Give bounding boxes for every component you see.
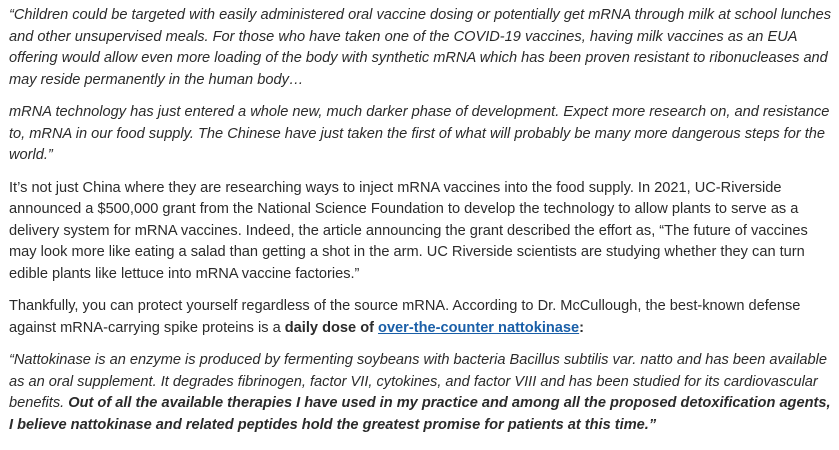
body-paragraph-2	[9, 296, 834, 339]
daily-dose-text: daily dose of	[284, 319, 379, 336]
body-paragraph-1: It’s not just China where they are researching ways to inject mRNA vaccines into the food supply. In 2021, UC-Riverside announced a $500,000 grant from the National Science Foundation to develop the technology to allow plants to serve as a delivery system for mRNA vaccines. Indeed, the article announcing the grant described the effort as, “The future of vaccines may look more like eating a salad than getting a shot in the arm. UC Riverside scientists are studying whether they can turn edible plants like lettuce into mRNA vaccine factories.”	[9, 179, 808, 282]
quote-paragraph-3-text: “Nattokinase is an enzyme is produced by fermenting soybeans with bacteria Bacillus subtilis var. natto and has been available as an oral supplement. It degrades fibrinogen, factor VII, cytokines, and factor VIII and has been studied for its cardiovascular benefits.	[9, 352, 827, 411]
quote-paragraph-1: “Children could be targeted with easily administered oral vaccine dosing or potentially get mRNA through milk at school lunches and other unsupervised meals. For those who have taken one of the COVID-19 vaccines, having milk vaccines as an EUA offering would allow even more loading of the body with synthetic mRNA which has been proven resistant to ribonucleases and may reside permanently in the human body…	[9, 7, 831, 88]
body-paragraph-2-text: Thankfully, you can protect yourself regardless of the source mRNA. According to Dr. McCullough, the best-known defense against mRNA-carrying spike proteins is a	[9, 298, 801, 336]
quote-paragraph-3-bold: Out of all the available therapies I have used in my practice and among all the proposed detoxification agents, I believe nattokinase and related peptides hold the greatest promise for patients at this time.”	[9, 395, 831, 433]
nattokinase-link[interactable]: over-the-counter nattokinase	[378, 319, 580, 336]
quote-paragraph-3	[9, 350, 834, 436]
colon-text: :	[579, 319, 585, 336]
quote-paragraph-2: mRNA technology has just entered a whole new, much darker phase of development. Expect more research on, and resistance to, mRNA in our food supply. The Chinese have just taken the first of what will probably be many more dangerous steps for the world.”	[9, 104, 830, 163]
